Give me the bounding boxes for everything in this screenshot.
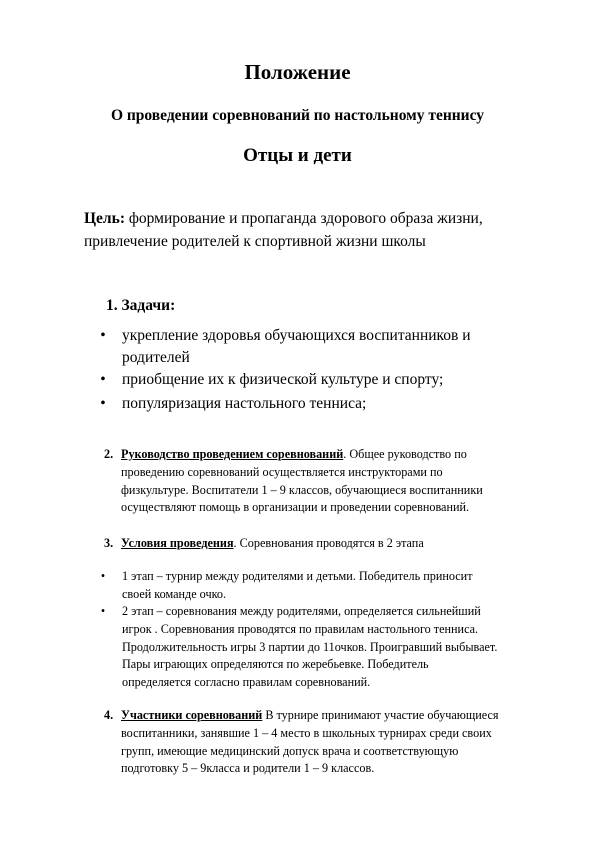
task-3-text: популяризация настольного тенниса; — [122, 395, 367, 412]
section-4-heading: Участники соревнований — [121, 708, 263, 722]
section-4 — [104, 707, 574, 778]
section-4-number: 4. — [104, 708, 114, 722]
bullet-icon: • — [100, 395, 106, 412]
tasks-heading: 1. Задачи: — [106, 297, 176, 314]
section-2-line1: . Общее руководство по — [343, 447, 467, 461]
section-2-heading: Руководство проведением соревнований — [121, 447, 344, 461]
section-4-line2: воспитанники, занявшие 1 – 4 место в школьных турнирах среди своих — [121, 725, 492, 740]
task-1-line2: родителей — [122, 349, 190, 366]
bullet-icon: • — [100, 569, 106, 583]
section-4-line3: групп, имеющие медицинский допуск врача и соответствующую — [121, 743, 459, 758]
section-3-heading: Условия проведения — [121, 536, 234, 550]
stage-2-line3: Продолжительность игры 3 партии до 11очков. Проигравший выбывает. — [122, 639, 498, 654]
section-2-line2: проведению соревнований осуществляется инструкторами по — [121, 464, 443, 479]
goal-text-line1: формирование и пропаганда здорового образа жизни, — [125, 210, 483, 227]
bullet-icon: • — [100, 327, 106, 344]
stage-1-line2: своей команде очко. — [122, 586, 227, 601]
stage-2-line5: определяется согласно правилам соревнований. — [122, 675, 371, 690]
goal-label: Цель: — [84, 210, 125, 227]
section-3-rest: . Соревнования проводятся в 2 этапа — [233, 536, 424, 550]
bullet-icon: • — [100, 604, 106, 618]
stage-2-line2: игрок . Соревнования проводятся по правилам настольного тенниса. — [122, 621, 479, 636]
list-item — [98, 393, 558, 415]
event-name: Отцы и дети — [243, 145, 352, 166]
list-item — [98, 603, 568, 692]
goal-text-line2: привлечение родителей к спортивной жизни школы — [84, 233, 426, 250]
section-2 — [104, 446, 564, 517]
goal-paragraph — [84, 207, 554, 253]
section-2-line3: физкультуре. Воспитатели 1 – 9 классов, обучающиеся воспитанники — [121, 482, 483, 497]
section-2-number: 2. — [104, 447, 114, 461]
list-item — [98, 369, 558, 391]
section-3-heading-row — [104, 535, 564, 553]
stage-1-line1: 1 этап – турнир между родителями и детьми. Победитель приносит — [122, 569, 473, 583]
task-1-line1: укрепление здоровья обучающихся воспитанников и — [122, 327, 471, 344]
list-item — [98, 325, 558, 369]
section-2-line4: осуществляют помощь в организации и проведении соревнований. — [121, 500, 470, 515]
bullet-icon: • — [100, 371, 106, 388]
document-subtitle: О проведении соревнований по настольному теннису — [110, 107, 485, 124]
list-item — [98, 568, 568, 604]
section-4-line4: подготовку 5 – 9класса и родители 1 – 9 классов. — [121, 761, 375, 776]
task-2-text: приобщение их к физической культуре и спорту; — [122, 371, 444, 388]
stage-2-line1: 2 этап – соревнования между родителями, определяется сильнейший — [122, 604, 481, 618]
section-4-line1: В турнире принимают участие обучающиеся — [262, 708, 499, 722]
section-3-number: 3. — [104, 536, 114, 550]
document-title: Положение — [244, 60, 351, 84]
stage-2-line4: Пары играющих определяются по жеребьевке. Победитель — [122, 657, 429, 672]
